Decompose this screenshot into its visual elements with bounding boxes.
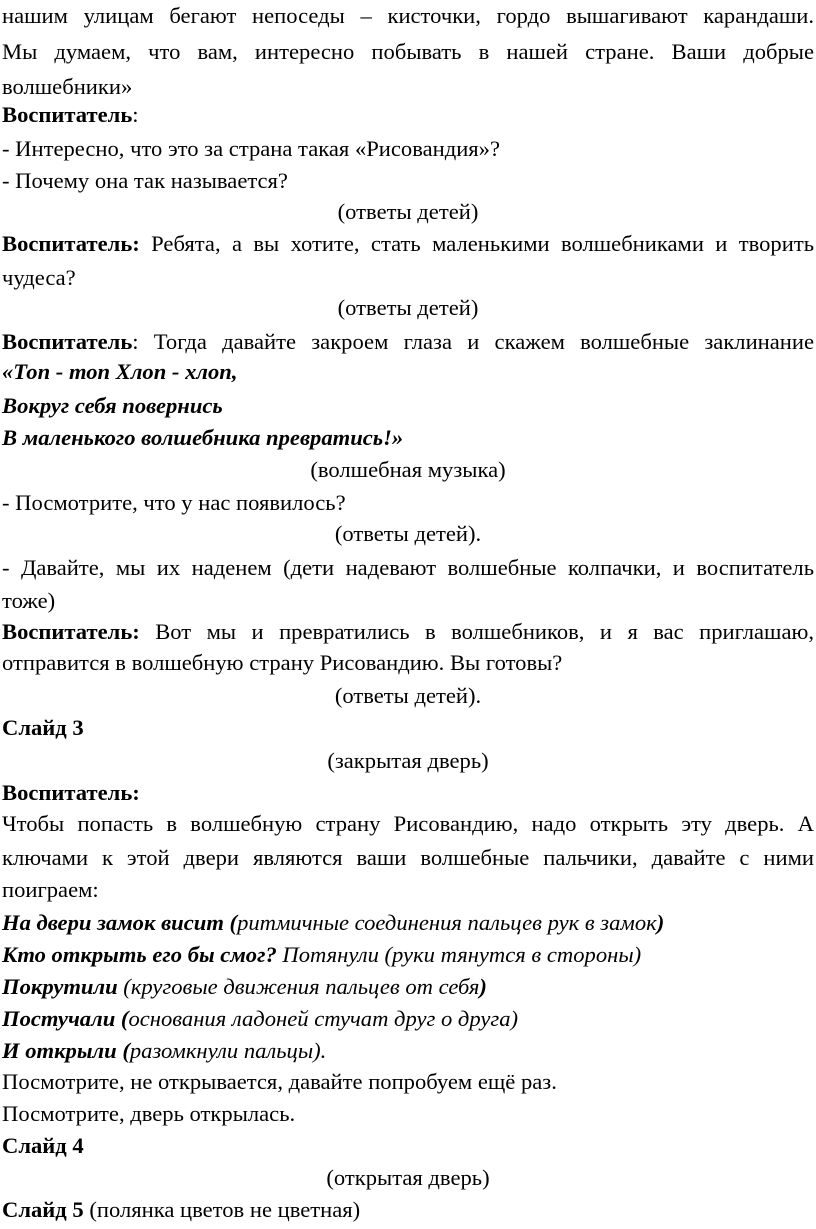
stage-direction: (ответы детей) (337, 199, 479, 224)
game-verse: На двери замок висит ( (2, 910, 238, 935)
dialogue-line: - Посмотрите, что у нас появилось? (2, 490, 346, 515)
paragraph-line: Посмотрите, не открывается, давайте попробуем ещё раз. (2, 1069, 557, 1094)
spell-line: В маленького волшебника превратись!» (2, 425, 404, 450)
game-verse: Покрутили (2, 974, 118, 999)
paragraph-line: Посмотрите, дверь открылась. (2, 1101, 296, 1126)
game-instruction: (круговые движения пальцев от себя (117, 974, 480, 999)
game-verse: Постучали ( (2, 1006, 129, 1031)
game-verse: Кто открыть его бы смог? (2, 942, 277, 967)
stage-direction: (ответы детей). (334, 683, 482, 708)
finger-game-line (2, 973, 814, 1001)
stage-direction: (ответы детей). (334, 521, 482, 546)
slide-heading: Слайд 3 (2, 715, 84, 740)
game-instruction: ритмичные соединения пальцев рук в замок (237, 910, 657, 935)
speaker-text: : Тогда давайте закроем глаза и скажем волшебные заклинание (132, 329, 814, 354)
speaker-label: Воспитатель (2, 329, 133, 354)
speaker-label: Воспитатель: (2, 780, 140, 805)
game-instruction: основания ладоней стучат друг о друга) (128, 1006, 519, 1031)
stage-direction: (открытая дверь) (326, 1165, 490, 1190)
speaker-line (2, 230, 814, 258)
paragraph-line: чудеса? (2, 265, 76, 290)
paragraph-line: Чтобы попасть в волшебную страну Рисовандию, надо открыть эту дверь. А (2, 811, 814, 836)
paragraph-line: поиграем: (2, 877, 99, 902)
dialogue-line: - Почему она так называется? (2, 168, 288, 193)
stage-direction: (ответы детей) (337, 295, 479, 320)
finger-game-line (2, 1037, 814, 1065)
slide-heading: Слайд 4 (2, 1133, 84, 1158)
game-instruction: Потянули (руки тянутся в стороны) (276, 942, 642, 967)
speaker-label: Воспитатель (2, 102, 133, 127)
speaker-colon: : (132, 102, 139, 127)
paragraph-line: отправится в волшебную страну Рисовандию. Вы готовы? (2, 650, 563, 675)
speaker-line (2, 101, 814, 129)
paragraph-line: волшебники» (2, 74, 133, 99)
speaker-label: Воспитатель: (2, 231, 140, 256)
game-verse: И открыли ( (2, 1038, 130, 1063)
dialogue-line: - Интересно, что это за страна такая «Рисовандия»? (2, 136, 501, 161)
slide-heading: Слайд 5 (2, 1197, 84, 1222)
finger-game-line (2, 1005, 814, 1033)
paragraph-line: Мы думаем, что вам, интересно побывать в нашей стране. Ваши добрые (2, 39, 814, 64)
stage-direction: (волшебная музыка) (310, 457, 506, 482)
game-instruction: разомкнули пальцы). (129, 1038, 327, 1063)
speaker-text: Ребята, а вы хотите, стать маленькими волшебниками и творить (139, 231, 814, 256)
game-verse: ) (479, 974, 487, 999)
speaker-line (2, 618, 814, 646)
finger-game-line (2, 909, 814, 937)
spell-line: Вокруг себя повернись (2, 393, 223, 418)
paragraph-line: ключами к этой двери являются ваши волшебные пальчики, давайте с ними (2, 845, 814, 870)
speaker-line (2, 328, 814, 356)
slide-note: (полянка цветов не цветная) (83, 1197, 361, 1222)
finger-game-line (2, 941, 814, 969)
speaker-label: Воспитатель: (2, 619, 140, 644)
dialogue-line: - Давайте, мы их наденем (дети надевают волшебные колпачки, и воспитатель (2, 555, 814, 580)
slide-heading-line (2, 1196, 814, 1224)
speaker-text: Вот мы и превратились в волшебников, и я вас приглашаю, (139, 619, 814, 644)
paragraph-line: нашим улицам бегают непоседы – кисточки, гордо вышагивают карандаши. (2, 3, 814, 28)
stage-direction: (закрытая дверь) (327, 748, 489, 773)
paragraph-line: тоже) (2, 588, 56, 613)
spell-line: «Топ - топ Хлоп - хлоп, (2, 359, 238, 384)
game-verse: ) (656, 910, 665, 935)
